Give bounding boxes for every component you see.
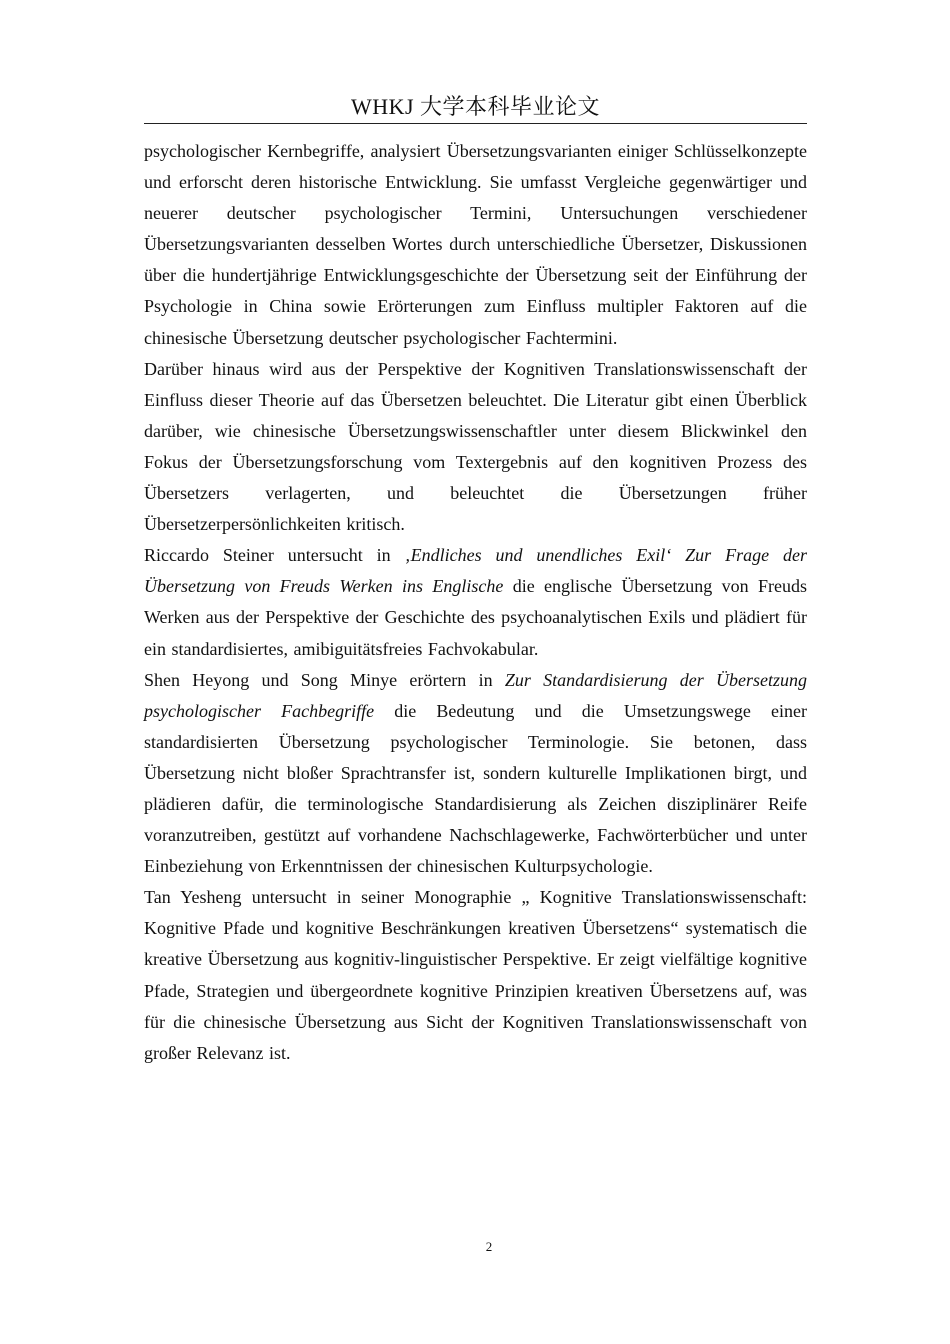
page-number: 2 <box>485 1239 493 1254</box>
paragraph-4 <box>144 665 807 883</box>
page-header-title: WHKJ 大学本科毕业论文 <box>350 94 601 119</box>
paragraph-5: Tan Yesheng untersucht in seiner Monographie „ Kognitive Translationswissenschaft: Kognitive Pfade und kognitive Beschränkungen kreativen Übersetzens“ systematisch die kreative Übersetzung aus kognitiv-linguistischer Perspektive. Er zeigt vielfältige kognitive Pfade, Strategien und übergeordnete kognitive Prinzipien kreativen Übersetzens auf, was für die chinesische Übersetzung aus Sicht der Kognitiven Translationswissenschaft von großer Relevanz ist. <box>144 887 807 1063</box>
paragraph-4-work-title: Zur Standardisierung der Übersetzung psychologischer Fachbegriffe <box>144 669 807 721</box>
paragraph-3 <box>144 540 807 664</box>
paragraph-3-lead: Riccardo Steiner untersucht in <box>144 545 405 566</box>
paragraph-2: Darüber hinaus wird aus der Perspektive der Kognitiven Translationswissenschaft der Einfluss dieser Theorie auf das Übersetzen beleuchtet. Die Literatur gibt einen Überblick darüber, wie chinesische Übersetzungswissenschaftler unter diesem Blickwinkel den Fokus der Übersetzungsforschung vom Textergebnis auf den kognitiven Prozess des Übersetzers verlagerten, und beleuchtet die Übersetzungen früher Übersetzerpersönlichkeiten kritisch. <box>144 358 807 535</box>
paragraph-4-lead: Shen Heyong und Song Minye erörtern in <box>144 669 505 690</box>
paragraph-1: psychologischer Kernbegriffe, analysiert Übersetzungsvarianten einiger Schlüsselkonzepte und erforscht deren historische Entwicklung. Sie umfasst Vergleiche gegenwärtiger und neuerer deutscher psychologischer Termini, Untersuchungen verschiedener Übersetzungsvarianten desselben Wortes durch unterschiedliche Übersetzer, Diskussionen über die hundertjährige Entwicklungsgeschichte der Übersetzung seit der Einführung der Psychologie in China sowie Erörterungen zum Einfluss multipler Faktoren auf die chinesische Übersetzung deutscher psychologischer Fachtermini. <box>144 141 807 348</box>
paragraph-4-rest: die Bedeutung und die Umsetzungswege einer standardisierten Übersetzung psychologischer Terminologie. Sie betonen, dass Übersetzung nicht bloßer Sprachtransfer ist, sondern kulturelle Implikationen birgt, und plädieren dafür, die terminologische Standardisierung als Zeichen disziplinärer Reife voranzutreiben, gestützt auf vorhandene Nachschlagewerke, Fachwörterbücher und unter Einbeziehung von Erkenntnissen der chinesischen Kulturpsychologie. <box>144 700 807 877</box>
paragraph-3-rest: die englische Übersetzung von Freuds Werken aus der Perspektive der Geschichte des psychoanalytischen Exils und plädiert für ein standardisiertes, amibiguitätsfreies Fachvokabular. <box>144 576 808 659</box>
paragraph-3-work-title: ‚Endliches und unendliches Exil‘ Zur Frage der Übersetzung von Freuds Werken ins Englische <box>144 545 807 597</box>
header-divider <box>144 123 807 124</box>
body-text <box>144 136 807 1069</box>
